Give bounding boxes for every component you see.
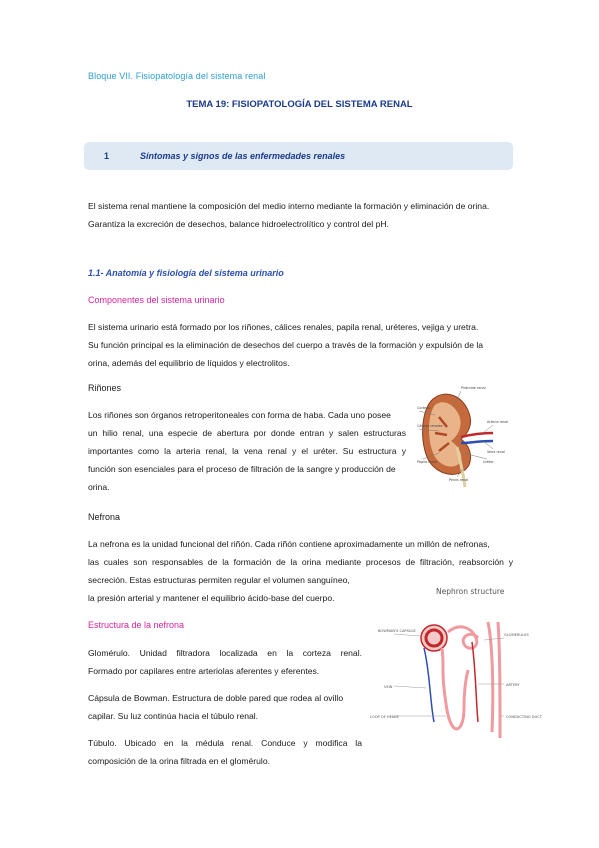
rinones-heading: Riñones: [88, 383, 122, 393]
nefrona-line-2: las cuales son responsables de la formación de la orina mediante procesos de filtración, reabsorción y: [88, 557, 513, 567]
nephron-label-glomerulus: GLOMERULUS: [504, 633, 529, 637]
nephron-label-vein: VEIN: [384, 685, 393, 689]
rinones-line-4: función son esenciales para el proceso de filtración de la sangre y producción de: [88, 464, 396, 474]
tubulo-line-2: composición de la orina filtrada en el glomérulo.: [88, 756, 271, 766]
nefrona-line-4: la presión arterial y mantener el equilibrio ácido-base del cuerpo.: [88, 593, 335, 603]
tema-title: TEMA 19: FISIOPATOLOGÍA DEL SISTEMA RENAL: [186, 99, 413, 110]
nefrona-line-3: secreción. Estas estructuras permiten regular el volumen sanguíneo,: [88, 575, 350, 585]
rinones-line-5: orina.: [88, 482, 110, 492]
kidney-diagram: [417, 381, 509, 489]
nephron-label-bowman: BOWMAN'S CAPSULE: [378, 629, 416, 633]
nefrona-heading: Nefrona: [88, 512, 121, 522]
subsection-heading: 1.1- Anatomía y fisiología del sistema urinario: [88, 268, 284, 278]
section-banner: [84, 142, 513, 170]
nephron-label-duct: CONDUCTING DUCT: [506, 715, 542, 719]
estructura-heading: Estructura de la nefrona: [88, 620, 185, 630]
nephron-diagram: [368, 582, 542, 742]
kidney-label-arteria: Arteria renal: [487, 420, 509, 424]
nephron-label-loop: LOOP OF HENLE: [370, 715, 399, 719]
glomerulo-line-1: Glomérulo. Unidad filtradora localizada en la corteza renal.: [88, 648, 362, 658]
kidney-label-papila: Papila renal: [417, 460, 437, 464]
nefrona-line-1: La nefrona es la unidad funcional del riñón. Cada riñón contiene aproximadamente un millón de nefronas,: [88, 539, 490, 549]
kidney-label-pelvis: Pelvis renal: [449, 478, 469, 482]
kidney-label-calices: Cálices renales: [417, 424, 443, 428]
intro-line-2: Garantiza la excreción de desechos, balance hidroelectrolítico y control del pH.: [88, 219, 389, 229]
rinones-line-2: un hilio renal, una especie de abertura por donde entran y salen estructuras: [88, 428, 406, 438]
glomerulo-line-2: Formado por capilares entre arteriolas aferentes y eferentes.: [88, 666, 320, 676]
section-title: Síntomas y signos de las enfermedades renales: [140, 151, 346, 161]
componentes-line-2: Su función principal es la eliminación de desechos del cuerpo a través de la formación y expulsión de la: [88, 340, 484, 350]
rinones-line-1: Los riñones son órganos retroperitoneales con forma de haba. Cada uno posee: [88, 410, 391, 420]
bowman-line-2: capilar. Su luz continúa hacia el túbulo renal.: [88, 711, 259, 721]
componentes-line-3: orina, además del equilibrio de líquidos y electrolitos.: [88, 358, 290, 368]
nephron-title: Nephron structure: [436, 587, 505, 596]
nephron-svg: [368, 582, 542, 742]
componentes-line-1: El sistema urinario está formado por los riñones, cálices renales, papila renal, uréteres, vejiga y uretra.: [88, 322, 479, 332]
kidney-svg: [417, 381, 509, 489]
kidney-label-ureter: Uréter: [483, 460, 494, 464]
kidney-label-corteza: Corteza: [417, 406, 431, 410]
bloque-header: Bloque VII. Fisiopatología del sistema renal: [88, 71, 266, 81]
nephron-label-artery: ARTERY: [506, 683, 520, 687]
section-number: 1: [104, 151, 110, 161]
tubulo-line-1: Túbulo. Ubicado en la médula renal. Conduce y modifica la: [88, 738, 362, 748]
kidney-label-piramide: Pirámide renal: [461, 386, 486, 390]
componentes-heading: Componentes del sistema urinario: [88, 295, 225, 305]
bowman-line-1: Cápsula de Bowman. Estructura de doble pared que rodea al ovillo: [88, 693, 344, 703]
kidney-label-vena: Vena renal: [487, 450, 506, 454]
rinones-line-3: importantes como la arteria renal, la vena renal y el uréter. Su estructura y: [88, 446, 406, 456]
intro-line-1: El sistema renal mantiene la composición del medio interno mediante la formación y eliminación de orina.: [88, 201, 490, 211]
